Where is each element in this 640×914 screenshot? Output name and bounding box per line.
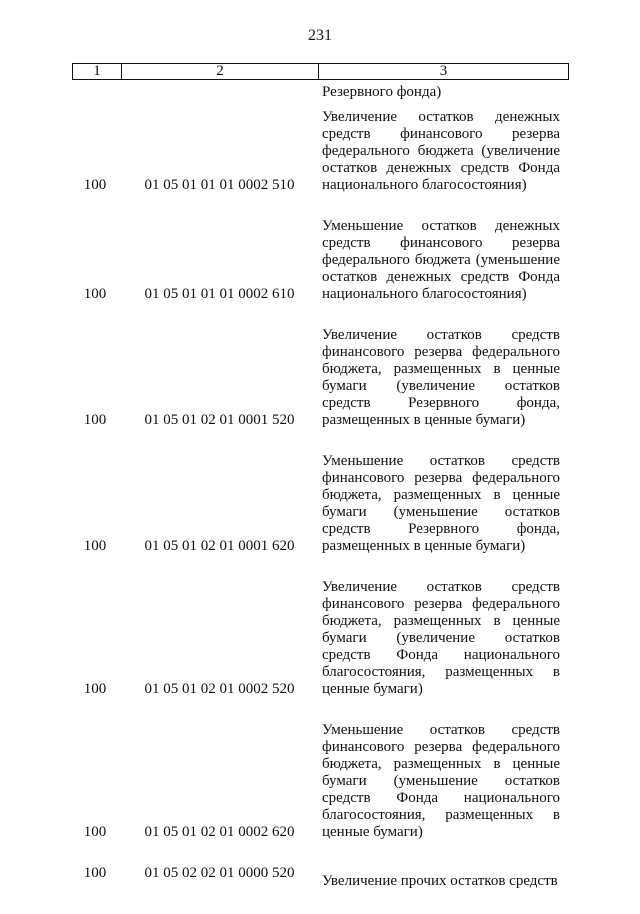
column-header-3: 3 xyxy=(319,64,569,80)
classification-code: 01 05 01 02 01 0002 620 xyxy=(144,824,295,840)
row-description: Увеличение прочих остатков средств xyxy=(322,873,558,889)
admin-code: 100 xyxy=(83,824,107,840)
table-row xyxy=(0,109,640,194)
admin-code: 100 xyxy=(83,681,107,697)
row-description: Увеличение остатков средств финансового резерва федерального бюджета, размещенных в ценные бумаги (увеличение остатков средств Резервного фонда, размещенных в ценные бумаги) xyxy=(322,327,560,428)
classification-code: 01 05 01 02 01 0001 620 xyxy=(144,538,295,554)
row-description: Увеличение остатков денежных средств финансового резерва федерального бюджета (увеличение остатков денежных средств Фонда национального благосостояния) xyxy=(322,109,560,193)
classification-code: 01 05 01 02 01 0001 520 xyxy=(144,412,295,428)
table-row xyxy=(0,579,640,698)
admin-code: 100 xyxy=(83,177,107,193)
table-row xyxy=(0,218,640,303)
table-row xyxy=(0,722,640,841)
classification-code: 01 05 01 01 01 0002 610 xyxy=(144,286,295,302)
column-header-2: 2 xyxy=(122,64,319,80)
admin-code: 100 xyxy=(83,286,107,302)
row-description: Уменьшение остатков средств финансового резерва федерального бюджета, размещенных в ценные бумаги (уменьшение остатков средств Резервного фонда, размещенных в ценные бумаги) xyxy=(322,453,560,554)
table-row xyxy=(0,865,640,890)
continuation-text: Резервного фонда) xyxy=(322,84,442,100)
row-description: Уменьшение остатков средств финансового резерва федерального бюджета, размещенных в ценные бумаги (уменьшение остатков средств Фонда национального благосостояния, размещенных в ценные бумаги) xyxy=(322,722,560,840)
page-number: 231 xyxy=(308,27,332,44)
classification-code: 01 05 02 02 01 0000 520 xyxy=(144,865,295,881)
continuation-row xyxy=(0,84,640,101)
classification-code: 01 05 01 02 01 0002 520 xyxy=(144,681,295,697)
column-header-table xyxy=(72,63,569,80)
budget-code-list xyxy=(0,84,640,914)
row-description: Увеличение остатков средств финансового резерва федерального бюджета, размещенных в ценные бумаги (увеличение остатков средств Фонда национального благосостояния, размещенных в ценные бумаги) xyxy=(322,579,560,697)
column-header-1: 1 xyxy=(73,64,122,80)
admin-code: 100 xyxy=(83,865,107,881)
row-description: Уменьшение остатков денежных средств финансового резерва федерального бюджета (уменьшение остатков денежных средств Фонда национального благосостояния) xyxy=(322,218,560,302)
table-row xyxy=(0,327,640,429)
admin-code: 100 xyxy=(83,538,107,554)
classification-code: 01 05 01 01 01 0002 510 xyxy=(144,177,295,193)
admin-code: 100 xyxy=(83,412,107,428)
table-row xyxy=(0,453,640,555)
